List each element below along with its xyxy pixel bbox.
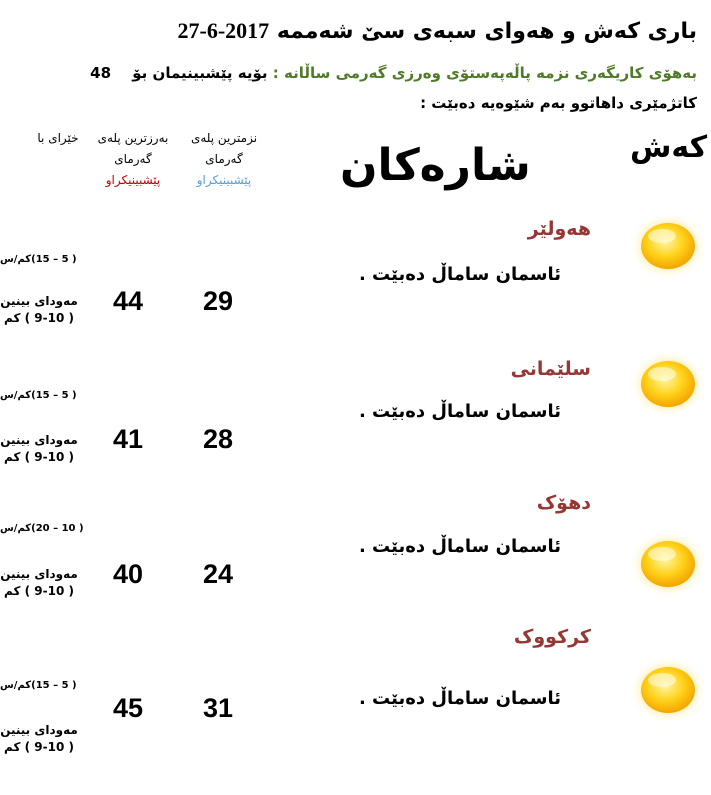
column-header-weather: کەش [630, 130, 708, 165]
max-temp-value: 44 [113, 286, 144, 316]
city-name: هەولێر [527, 218, 591, 240]
wind-speed: ( 5 – 15)کم/س [0, 680, 77, 691]
visibility: مەودای بینین ( 9-10 ) کم [0, 294, 78, 325]
city-name: دهۆک [536, 492, 591, 514]
max-temp-value: 40 [113, 559, 144, 589]
visibility: مەودای بینین ( 9-10 ) کم [0, 433, 78, 464]
forecast-subtitle [90, 64, 697, 82]
max-temp-value: 45 [113, 693, 144, 723]
column-header-min-temp: نزمترین پلەی گەرمای پێشبینیکراو [190, 131, 258, 187]
sun-icon [628, 210, 708, 282]
column-header-wind: خێرای با [37, 131, 79, 145]
min-temp-value: 31 [203, 693, 234, 723]
subtitle-hours: 48 [90, 64, 112, 82]
wind-speed: ( 10 – 20)کم/س [0, 523, 84, 534]
city-name: کرکووک [513, 626, 591, 648]
column-header-cities: شارەکان [340, 140, 531, 191]
wind-speed: ( 5 – 15)کم/س [0, 390, 77, 401]
min-temp-value: 29 [203, 286, 234, 316]
page-title: باری کەش و هەوای سبەی سێ شەممە 2017-6-27 [177, 18, 697, 44]
sun-icon [628, 348, 708, 420]
weather-description: ئاسمان ساماڵ دەبێت . [358, 688, 561, 709]
max-temp-value: 41 [113, 424, 144, 454]
subtitle-forecast-for: بۆیە پێشبینیمان بۆ [132, 64, 268, 82]
visibility: مەودای بینین ( 9-10 ) کم [0, 723, 78, 754]
sun-icon [628, 654, 708, 726]
column-header-max-temp: بەرزترین پلەی گەرمای پێشبینیکراو [97, 131, 169, 187]
weather-description: ئاسمان ساماڵ دەبێت . [358, 264, 561, 285]
wind-speed: ( 5 – 15)کم/س [0, 254, 77, 265]
sun-icon [628, 528, 708, 600]
min-temp-value: 28 [203, 424, 234, 454]
min-temp-value: 24 [203, 559, 234, 589]
weather-description: ئاسمان ساماڵ دەبێت . [358, 536, 561, 557]
visibility: مەودای بینین ( 9-10 ) کم [0, 567, 78, 598]
subtitle-cause: بەهۆی کاریگەری نزمە پاڵەپەستۆی وەرزی گەرمی ساڵانە : [272, 64, 697, 82]
city-name: سلێمانی [510, 358, 591, 380]
weather-description: ئاسمان ساماڵ دەبێت . [358, 401, 561, 422]
forecast-date: 2017-6-27 [177, 18, 270, 43]
forecast-subtitle-2: کاتژمێری داهاتوو بەم شێوەیە دەبێت : [420, 94, 697, 112]
